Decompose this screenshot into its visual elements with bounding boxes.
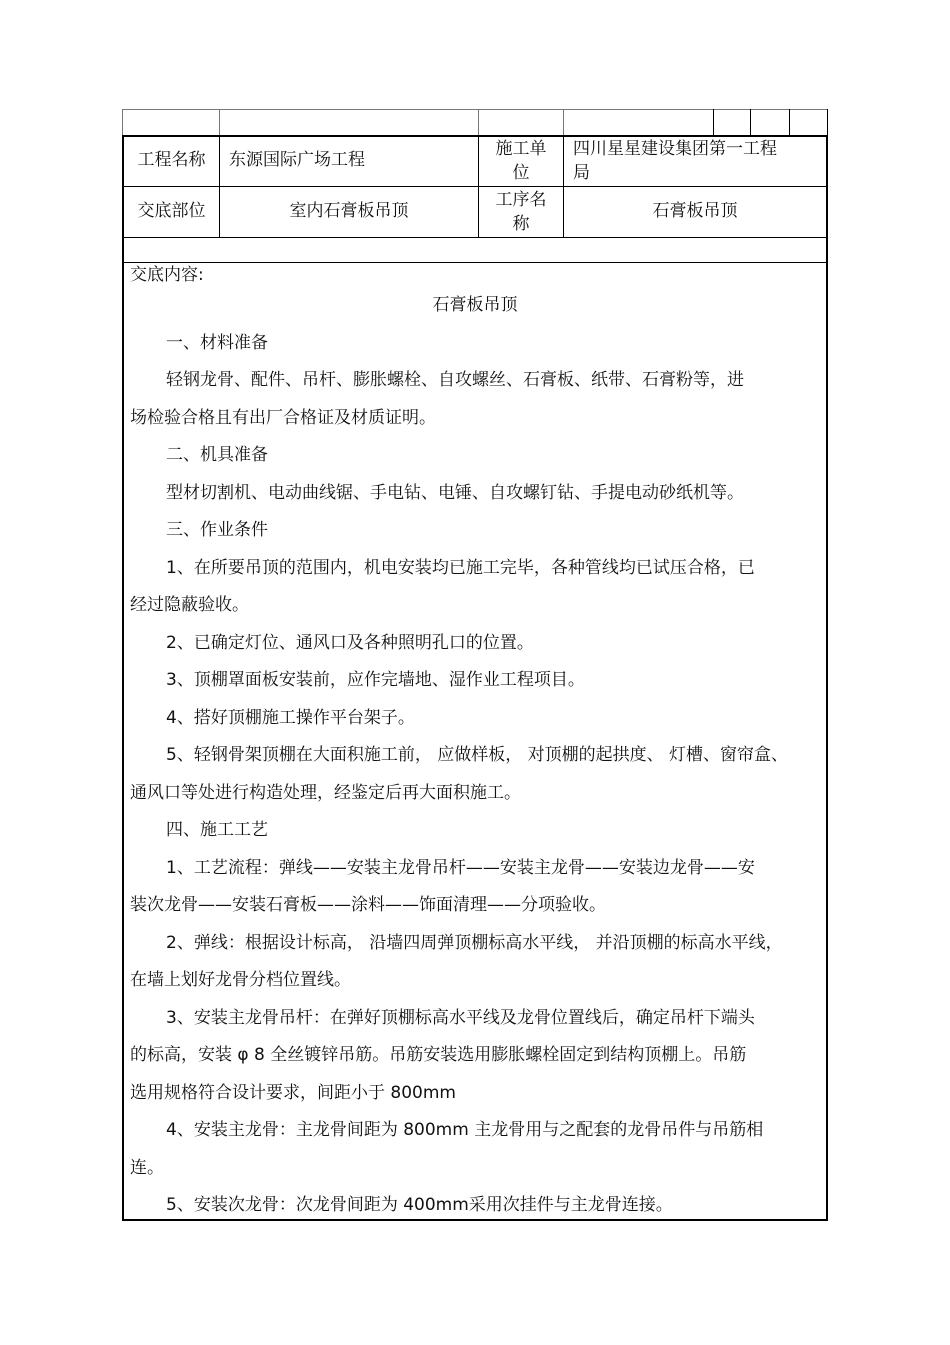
- content-line: 3、顶棚罩面板安装前，应作完墙地、湿作业工程项目。: [166, 670, 585, 690]
- disclosure-part-value: 室内石膏板吊顶: [289, 201, 409, 221]
- content-line: 3、安装主龙骨吊杆：在弹好顶棚标高水平线及龙骨位置线后，确定吊杆下端头: [166, 1007, 755, 1028]
- content-line: 型材切割机、电动曲线锯、手电钻、电锤、自攻螺钉钻、手提电动砂纸机等。: [166, 482, 744, 503]
- construction-unit-value-line1: 四川星星建设集团第一工程: [573, 139, 777, 159]
- content-line: 2、弹线：根据设计标高， 沿墙四周弹顶棚标高水平线， 并沿顶棚的标高水平线，: [166, 932, 783, 953]
- content-lines: [130, 325, 820, 1225]
- process-name-label: [479, 188, 563, 236]
- content-line: 1、工艺流程：弹线——安装主龙骨吊杆——安装主龙骨——安装边龙骨——安: [166, 857, 755, 878]
- content-line: 连。: [130, 1157, 164, 1178]
- construction-unit-value: [573, 137, 823, 185]
- content-line: 一、材料准备: [166, 332, 268, 353]
- content-line: 4、安装主龙骨：主龙骨间距为 800mm 主龙骨用与之配套的龙骨吊件与吊筋相: [166, 1120, 764, 1140]
- project-name-value: 东源国际广场工程: [229, 150, 365, 170]
- process-name-value: 石膏板吊顶: [652, 201, 738, 221]
- content-line: 通风口等处进行构造处理，经鉴定后再大面积施工。: [130, 782, 521, 803]
- disclosure-part-label: 交底部位: [137, 201, 206, 221]
- content-line: 在墙上划好龙骨分档位置线。: [130, 970, 351, 990]
- content-line: 5、安装次龙骨：次龙骨间距为 400mm采用次挂件与主龙骨连接。: [166, 1195, 673, 1215]
- grid-line: [478, 109, 479, 135]
- content-label: 交底内容:: [130, 265, 204, 285]
- grid-line: [826, 135, 828, 1221]
- content-line: 四、施工工艺: [166, 820, 268, 840]
- construction-unit-value-line2: 局: [573, 163, 590, 183]
- grid-line: [563, 109, 564, 135]
- content-line: 装次龙骨——安装石膏板——涂料——饰面清理——分项验收。: [130, 895, 606, 915]
- grid-line: [789, 109, 790, 135]
- grid-line: [122, 262, 828, 263]
- grid-line: [122, 135, 124, 1221]
- content-line: 轻钢龙骨、配件、吊杆、膨胀螺栓、自攻螺丝、石膏板、纸带、石膏粉等，进: [166, 370, 744, 390]
- process-name-label-line1: 工序名: [495, 190, 547, 210]
- content-line: 选用规格符合设计要求，间距小于 800mm: [130, 1082, 456, 1103]
- construction-unit-label: [479, 137, 563, 185]
- grid-line: [827, 109, 828, 135]
- content-title: 石膏板吊顶: [432, 295, 518, 315]
- grid-line: [713, 109, 714, 135]
- grid-line: [122, 109, 123, 135]
- content-line: 4、搭好顶棚施工操作平台架子。: [166, 707, 415, 728]
- content-body: [130, 287, 820, 1225]
- process-name-label-line2: 称: [512, 214, 530, 234]
- content-line: 三、作业条件: [166, 520, 268, 540]
- content-line: 场检验合格且有出厂合格证及材质证明。: [130, 407, 436, 428]
- content-line: 经过隐蔽验收。: [130, 595, 249, 615]
- content-line: 的标高，安装 φ 8 全丝镀锌吊筋。吊筋安装选用膨胀螺栓固定到结构顶棚上。吊筋: [130, 1045, 747, 1065]
- grid-line: [122, 186, 828, 187]
- content-line: 1、在所要吊顶的范围内，机电安装均已施工完毕，各种管线均已试压合格，已: [166, 557, 755, 578]
- grid-line: [219, 109, 220, 135]
- construction-unit-label-line1: 施工单: [495, 139, 547, 159]
- construction-unit-label-line2: 位: [512, 163, 530, 183]
- project-name-label: 工程名称: [137, 150, 206, 170]
- content-line: 二、机具准备: [166, 445, 268, 465]
- content-line: 2、已确定灯位、通风口及各种照明孔口的位置。: [166, 632, 534, 653]
- grid-line: [122, 109, 828, 110]
- grid-line: [122, 237, 828, 238]
- content-line: 5、轻钢骨架顶棚在大面积施工前， 应做样板， 对顶棚的起拱度、 灯槽、窗帘盒、: [166, 745, 789, 765]
- grid-line: [750, 109, 751, 135]
